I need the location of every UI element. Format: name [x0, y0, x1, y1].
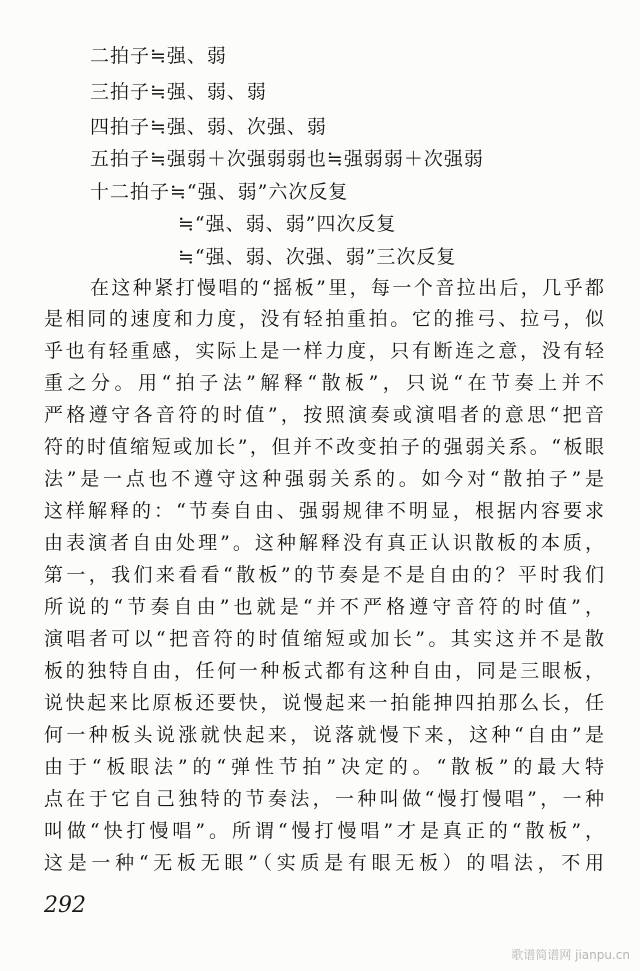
paragraph-line: 说快起来比原板还要快，说慢起来一拍能抻四拍那么长，任 — [44, 692, 604, 714]
paragraph-line: 由表演者自由处理”。这种解释没有真正认识散板的本质， — [44, 532, 604, 554]
paragraph-line: 这样解释的：“节奏自由、强弱规律不明显，根据内容要求 — [44, 500, 604, 522]
beat-list-item-5: 五拍子≒强弱＋次强弱弱也≒强弱弱＋次强弱 — [90, 148, 484, 170]
page-number: 292 — [44, 893, 86, 918]
beat-list-item-4: 四拍子≒强、弱、次强、弱 — [90, 116, 327, 138]
paragraph-line: 是相同的速度和力度，没有轻拍重拍。它的推弓、拉弓，似 — [44, 308, 604, 330]
paragraph-line: 严格遵守各音符的时值”，按照演奏或演唱者的意思“把音 — [44, 404, 604, 426]
paragraph-line: 符的时值缩短或加长”，但并不改变拍子的强弱关系。“板眼 — [44, 436, 604, 458]
paragraph-line: 这是一种“无板无眼”（实质是有眼无板）的唱法，不用 — [44, 852, 604, 874]
beat-list-item-12-alt-b: ≒“强、弱、次强、弱”三次反复 — [178, 246, 457, 268]
paragraph-line: 重之分。用“拍子法”解释“散板”，只说“在节奏上并不 — [44, 372, 604, 394]
beat-list-item-2: 二拍子≒强、弱 — [90, 45, 227, 67]
paragraph-line: 由于“板眼法”的“弹性节拍”决定的。“散板”的最大特 — [44, 756, 604, 778]
paragraph-line: 法”是一点也不遵守这种强弱关系的。如今对“散拍子”是 — [44, 468, 604, 490]
paragraph-line: 乎也有轻重感，实际上是一样力度，只有断连之意，没有轻 — [44, 340, 604, 362]
beat-list-item-12-alt-a: ≒“强、弱、弱”四次反复 — [178, 213, 397, 235]
paragraph-line: 何一种板头说涨就快起来，说落就慢下来，这种“自由”是 — [44, 724, 604, 746]
beat-list-item-12: 十二拍子≒“强、弱”六次反复 — [90, 181, 349, 203]
paragraph-line: 点在于它自己独特的节奏法，一种叫做“慢打慢唱”，一种 — [44, 788, 604, 810]
paragraph-line: 演唱者可以“把音符的时值缩短或加长”。其实这并不是散 — [44, 628, 604, 650]
paragraph-line: 叫做“快打慢唱”。所谓“慢打慢唱”才是真正的“散板”， — [44, 820, 604, 842]
paragraph-line: 板的独特自由，任何一种板式都有这种自由，同是三眼板， — [44, 660, 604, 682]
paragraph-line: 在这种紧打慢唱的“摇板”里，每一个音拉出后，几乎都 — [90, 277, 604, 299]
site-watermark: 歌谱简谱网 jianpu.cn — [511, 948, 630, 962]
beat-list-item-3: 三拍子≒强、弱、弱 — [90, 81, 267, 103]
paragraph-line: 第一，我们来看看“散板”的节奏是不是自由的？平时我们 — [44, 564, 604, 586]
paragraph-line: 所说的“节奏自由”也就是“并不严格遵守音符的时值”， — [44, 596, 604, 618]
